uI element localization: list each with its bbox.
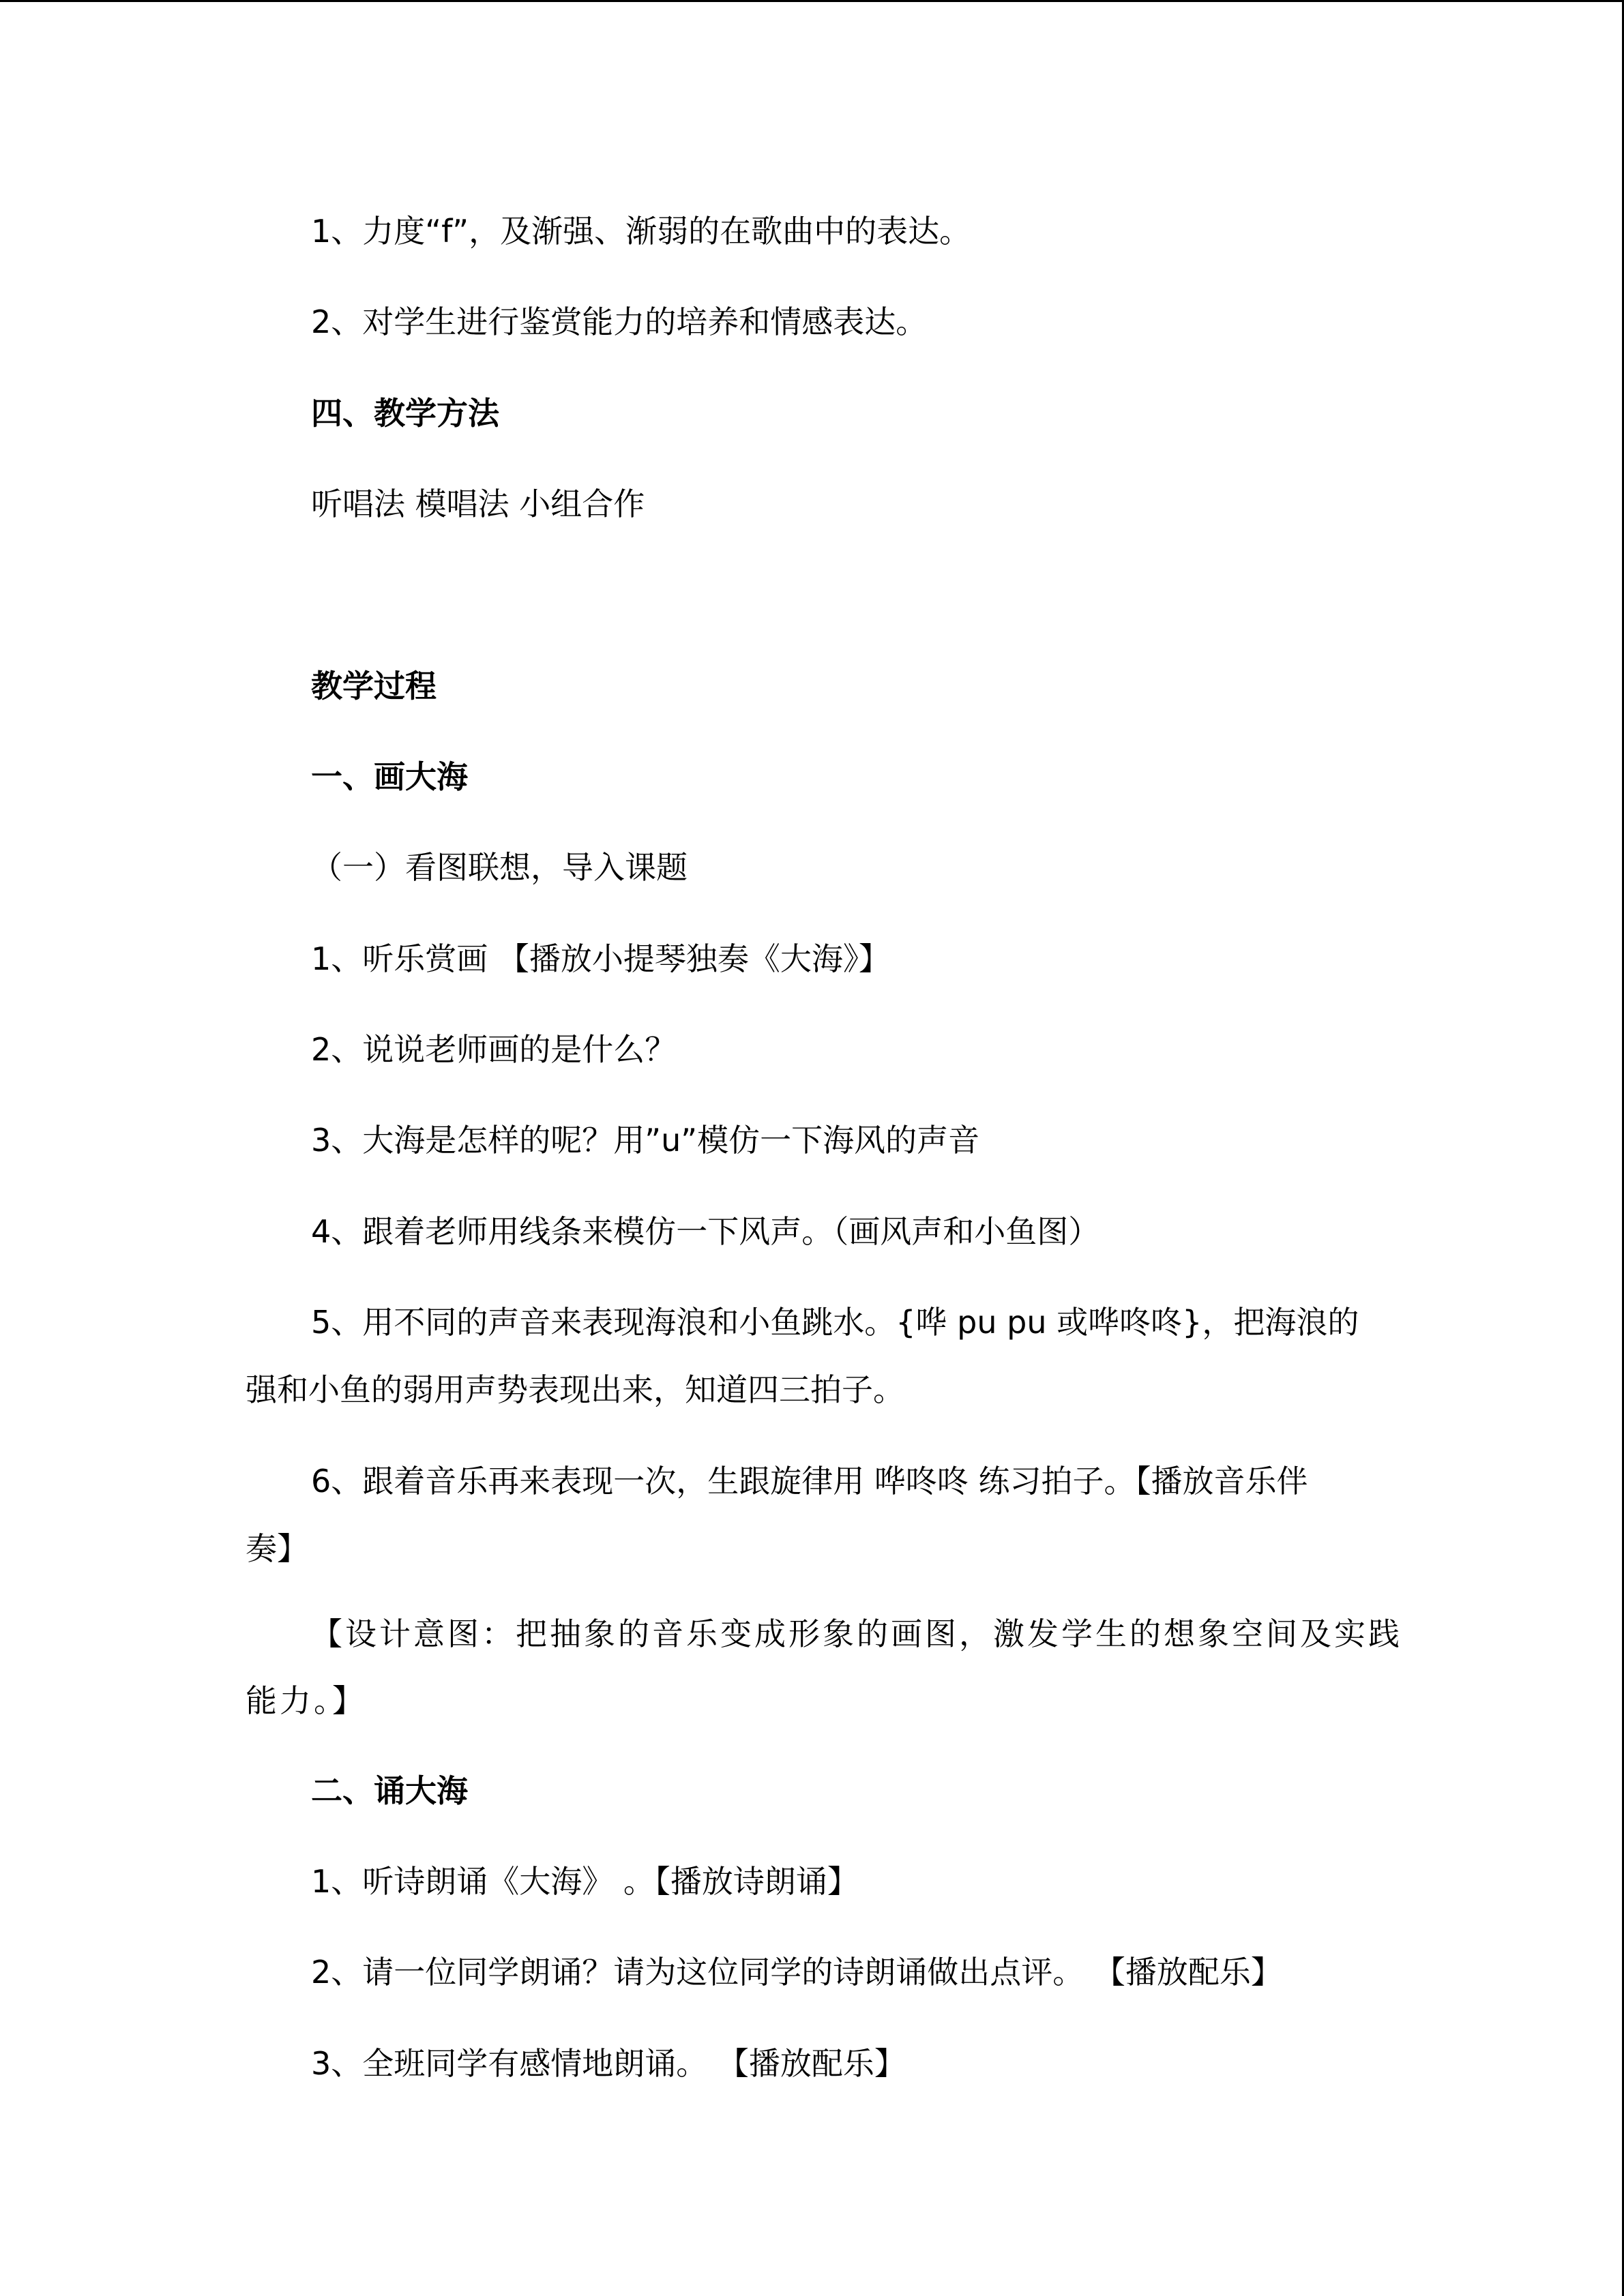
design-intent-line-a: 【设计意图：把抽象的音乐变成形象的画图，激发学生的想象空间及实践 [311,1615,1402,1652]
process-line-5b: 强和小鱼的弱用声势表现出来，知道四三拍子。 [246,1371,904,1408]
section-heading-draw-sea: 一、画大海 [311,758,468,795]
section-heading-recite-sea: 二、诵大海 [311,1772,468,1809]
recite-line-1: 1、听诗朗诵《大海》 。【播放诗朗诵】 [311,1863,859,1900]
methods-line: 听唱法 模唱法 小组合作 [311,486,645,522]
process-line-5a: 5、用不同的声音来表现海浪和小鱼跳水。{哗 pu pu 或哗咚咚}，把海浪的 [311,1304,1359,1341]
objective-line-2: 2、对学生进行鉴赏能力的培养和情感表达。 [311,303,928,340]
process-line-2: 2、说说老师画的是什么？ [311,1031,677,1068]
process-line-6b: 奏】 [246,1530,308,1567]
process-line-1: 1、听乐赏画 【播放小提琴独奏《大海》】 [311,940,890,977]
section-heading-methods: 四、教学方法 [311,395,499,432]
process-line-6a: 6、跟着音乐再来表现一次，生跟旋律用 哗咚咚 练习拍子。【播放音乐伴 [311,1463,1308,1500]
process-line-3: 3、大海是怎样的呢？用”u”模仿一下海风的声音 [311,1122,980,1159]
recite-line-3: 3、全班同学有感情地朗诵。 【播放配乐】 [311,2045,906,2082]
subsection-heading: （一）看图联想，导入课题 [311,849,688,886]
design-intent-line-b: 能力。】 [246,1682,366,1719]
recite-line-2: 2、请一位同学朗诵？请为这位同学的诗朗诵做出点评。 【播放配乐】 [311,1954,1282,1991]
objective-line-1: 1、力度“f”，及渐强、渐弱的在歌曲中的表达。 [311,213,971,250]
process-line-4: 4、跟着老师用线条来模仿一下风声。（画风声和小鱼图） [311,1213,1100,1250]
section-heading-process: 教学过程 [311,668,437,704]
